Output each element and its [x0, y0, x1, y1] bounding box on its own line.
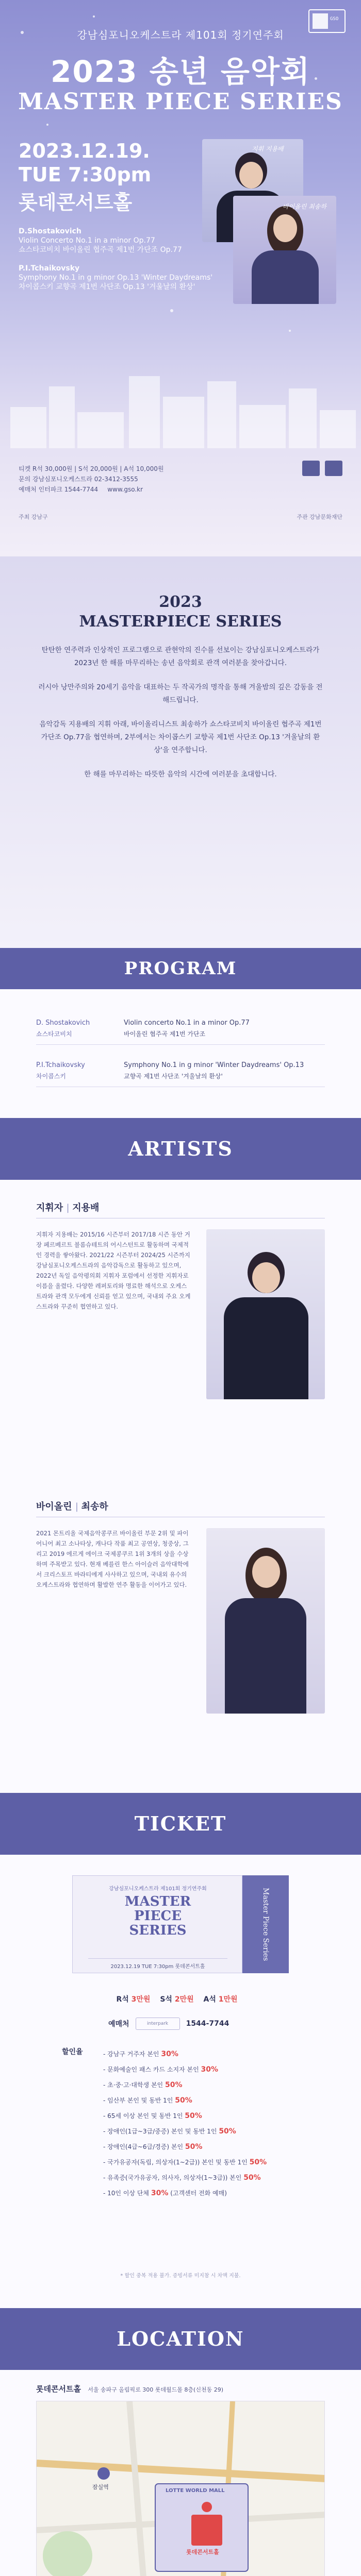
artist-heading-violinist: 바이올린 | 최송하	[36, 1501, 108, 1512]
snow-dot	[289, 330, 291, 332]
program-work-ko: 쇼스타코비치 바이올린 협주곡 제1번 가단조 Op.77	[19, 246, 182, 254]
map-label-hall: 롯데콘서트홀	[186, 2549, 219, 2555]
program-section	[0, 989, 361, 1118]
artist-role: 지휘자	[36, 1202, 63, 1213]
concert-title: 2023 송년 음악회	[51, 54, 310, 89]
sponsor-line	[19, 512, 342, 522]
artist-bio: 2021 몬트리올 국제음악콩쿠르 바이올린 부문 2위 및 파이어니어 최고 소나타상, 캐나다 작품 최고 공연상, 청중상, 그리고 2019 에르게 에이크 국제콩쿠르 1위 3개의 상을 수상하며 주목받고 있다. 현재 베를린 한스 아이슬러 음악대학에서 크리스토프 바라티에게 사사하고 있으며, 국내외 유수의 오케스트라와 협연하며 활발한 연주 활동을 이어가고 있다.	[36, 1530, 189, 1588]
snow-dot	[93, 15, 95, 18]
ticket-series	[73, 1894, 243, 1938]
reservation-row	[108, 2018, 229, 2030]
artist-name: 지용배	[72, 1202, 100, 1213]
sponsor-logos	[302, 461, 342, 476]
venue-map[interactable]	[36, 2401, 325, 2576]
seat-price: 1만원	[218, 1995, 238, 2004]
discount-item: - 장애인(4급~6급/경증) 본인 50%	[103, 2143, 203, 2151]
artist-role: 바이올린	[36, 1501, 72, 1512]
intro-title-series: MASTERPIECE SERIES	[79, 613, 282, 631]
program-composer-ko: 차이콥스키	[36, 1073, 66, 1080]
series-title: MASTER PIECE SERIES	[18, 89, 343, 115]
program-composer: P.I.Tchaikovsky	[19, 264, 80, 273]
ticket-series-word: SERIES	[129, 1923, 187, 1938]
program-work-ko: 차이콥스키 교향곡 제1번 사단조 Op.13 '겨울날의 환상'	[19, 283, 195, 291]
violinist-name-tag: 바이올린 최송하	[283, 203, 326, 210]
venue-name: 롯데콘서트홀	[36, 2384, 81, 2394]
reservation-label: 예매처	[108, 2020, 129, 2028]
artist-heading-conductor: 지휘자 | 지용배	[36, 1202, 100, 1213]
discount-item: - 국가유공자(독립, 의상자(1~2급)) 본인 및 동반 1인 50%	[103, 2158, 267, 2166]
hero-footer	[19, 464, 342, 522]
location-heading: LOCATION	[0, 2308, 361, 2370]
town-illustration	[0, 361, 361, 448]
gangnam-logo	[302, 461, 320, 476]
program-work-ko: 바이올린 협주곡 제1번 가단조	[124, 1030, 206, 1038]
subway-station-icon	[97, 2467, 110, 2480]
seat-prices	[0, 1994, 361, 2004]
snow-dot	[170, 309, 173, 312]
discount-item: - 10인 이상 단체 30% (고객센터 전화 예매)	[103, 2189, 227, 2197]
discount-pct: 30%	[161, 2050, 178, 2058]
program-work-ko: 교향곡 제1번 사단조 '겨울날의 환상'	[124, 1073, 223, 1080]
ticket-card-subtitle: 강남심포니오케스트라 제101회 정기연주회	[109, 1886, 207, 1892]
artists-heading: ARTISTS	[0, 1118, 361, 1180]
discount-pct: 50%	[185, 2143, 203, 2151]
intro-title-year: 2023	[159, 593, 202, 611]
ticket-vendor-line: 예매처 인터파크 1544-7744	[19, 486, 99, 493]
ticket-card	[72, 1875, 289, 1973]
time-line: TUE 7:30pm	[19, 163, 152, 186]
intro-section	[0, 556, 361, 948]
concert-hall-marker	[191, 2515, 222, 2546]
program-heading: PROGRAM	[0, 948, 361, 989]
violinist-photo	[233, 196, 336, 304]
seat-label: R석	[116, 1995, 129, 2004]
discount-pct: 50%	[243, 2174, 261, 2182]
intro-paragraph: 음악감독 지용배의 지휘 아래, 바이올리니스트 최송하가 쇼스타코비치 바이올린 협주곡 제1번 가단조 Op.77을 협연하며, 2부에서는 차이콥스키 교향곡 제1번 사단조 Op.13 '겨울날의 환상'을 연주합니다.	[39, 720, 322, 754]
snow-dot	[46, 124, 48, 126]
inquiry-line: 문의 강남심포니오케스트라 02-3412-3555	[19, 476, 138, 483]
discount-item: - 65세 이상 본인 및 동반 1인 50%	[103, 2112, 202, 2120]
violinist-portrait	[206, 1528, 325, 1714]
date-line: 2023.12.19.	[19, 140, 150, 162]
seat-label: S석	[160, 1995, 172, 2004]
ticket-section	[0, 1855, 361, 2308]
seat-price: 3만원	[131, 1995, 151, 2004]
venue-line	[36, 2383, 223, 2394]
program-work: Violin Concerto No.1 in a minor Op.77	[19, 236, 155, 245]
map-label-lotte: LOTTE WORLD MALL	[166, 2488, 225, 2494]
discount-list	[103, 2046, 320, 2201]
gso-logo	[325, 461, 342, 476]
ticket-card-date: 2023.12.19 TUE 7:30pm 롯데콘서트홀	[88, 1958, 227, 1970]
discount-item: - 장애인(1급~3급/중증) 본인 및 동반 1인 50%	[103, 2127, 236, 2136]
location-section	[0, 2370, 361, 2576]
artist-name: 최송하	[81, 1501, 108, 1512]
seat-label: A석	[203, 1995, 216, 2004]
hero-banner	[0, 0, 361, 556]
ticket-price-line: 티켓 R석 30,000원 | S석 20,000원 | A석 10,000원	[19, 465, 164, 472]
discount-pct: 50%	[185, 2112, 202, 2120]
discount-pct: 50%	[165, 2081, 183, 2089]
discount-pct: 50%	[175, 2096, 192, 2105]
program-row	[36, 1056, 325, 1087]
ticket-stub-text: Master Piece Series	[261, 1887, 270, 1961]
program-work: Symphony No.1 in g minor 'Winter Daydreams' Op.13	[124, 1061, 304, 1069]
intro-paragraph: 한 해를 마무리하는 따뜻한 음악의 시간에 여러분을 초대합니다.	[84, 770, 277, 778]
ticket-main	[72, 1875, 242, 1973]
ticket-heading: TICKET	[0, 1793, 361, 1855]
program-composer: P.I.Tchaikovsky	[36, 1061, 85, 1069]
concert-subtitle: 강남심포니오케스트라 제101회 정기연주회	[77, 29, 284, 41]
artists-section	[0, 1180, 361, 1793]
reservation-phone: 1544-7744	[186, 2020, 229, 2028]
sponsor-organizer: 주관 강남문화재단	[297, 514, 342, 520]
discount-title: 할인율	[62, 2048, 83, 2056]
intro-title	[0, 592, 361, 632]
program-work: Violin concerto No.1 in a minor Op.77	[124, 1019, 250, 1027]
program-work: Symphony No.1 in g minor Op.13 'Winter Daydreams'	[19, 274, 213, 282]
interpark-logo[interactable]: interpark	[136, 2018, 180, 2030]
artist-bio: 지휘자 지용배는 2015/16 시즌부터 2017/18 시즌 동안 거장 페르베르트 블롬슈테트의 어시스턴트로 활동하며 국제적인 경력을 쌓아왔다. 2021/22 시즌부터 2024/25 시즌까지 강남심포니오케스트라의 음악감독으로 활동하고 있으며, 2022년 독일 음악평의회 지휘자 포럼에서 선정한 지휘자로 이름을 올렸다. 다양한 레퍼토리와 명료한 해석으로 오케스트라와 관객 모두에게 신뢰를 얻고 있으며, 국내외 주요 오케스트라와 꾸준히 협연하고 있다.	[36, 1231, 191, 1310]
website-link[interactable]: www.gso.kr	[107, 486, 143, 493]
discount-pct: 30%	[151, 2189, 169, 2197]
ticket-series-word: MASTER	[124, 1894, 191, 1909]
discount-note: * 할인 중복 적용 불가. 증빙서류 미지참 시 차액 지불.	[120, 2273, 241, 2279]
program-composer: D.Shostakovich	[19, 227, 81, 235]
intro-body	[36, 644, 325, 792]
seat-price: 2만원	[174, 1995, 194, 2004]
intro-paragraph: 러시아 낭만주의와 20세기 음악을 대표하는 두 작곡가의 명작을 통해 겨울밤의 깊은 감동을 전해드립니다.	[38, 683, 323, 704]
conductor-portrait	[206, 1229, 325, 1399]
discount-pct: 50%	[249, 2158, 267, 2166]
logo-text: GSO	[330, 16, 339, 22]
sponsor-host: 주최 강남구	[19, 514, 48, 520]
discount-pct: 50%	[219, 2127, 236, 2136]
discount-item: - 유족증(국가유공자, 의사자, 의상자(1~3급)) 본인 50%	[103, 2174, 261, 2182]
hero-program	[19, 227, 212, 292]
conductor-name-tag: 지휘 지용배	[252, 145, 284, 152]
concert-date	[19, 139, 151, 187]
ticket-series-word: PIECE	[134, 1908, 182, 1924]
intro-paragraph: 탄탄한 연주력과 인상적인 프로그램으로 관현악의 진수를 선보이는 강남심포니오케스트라가 2023년 한 해를 마무리하는 송년 음악회로 관객 여러분을 찾아갑니다.	[41, 646, 320, 667]
program-row	[36, 1014, 325, 1045]
program-composer-ko: 쇼스타코비치	[36, 1030, 72, 1038]
discount-item: - 초·중·고·대학생 본인 50%	[103, 2081, 183, 2089]
concert-venue: 롯데콘서트홀	[19, 191, 133, 214]
discount-item: - 강남구 거주자 본인 30%	[103, 2050, 178, 2058]
discount-pct: 30%	[201, 2065, 219, 2074]
discount-item: - 문화예술인 패스 카드 소지자 본인 30%	[103, 2065, 219, 2074]
map-label-station: 잠실역	[92, 2484, 109, 2490]
discount-item: - 임산부 본인 및 동반 1인 50%	[103, 2096, 192, 2105]
venue-address: 서울 송파구 올림픽로 300 롯데월드몰 8층(신천동 29)	[88, 2386, 224, 2393]
program-composer: D. Shostakovich	[36, 1019, 90, 1027]
ticket-stub	[242, 1875, 289, 1973]
